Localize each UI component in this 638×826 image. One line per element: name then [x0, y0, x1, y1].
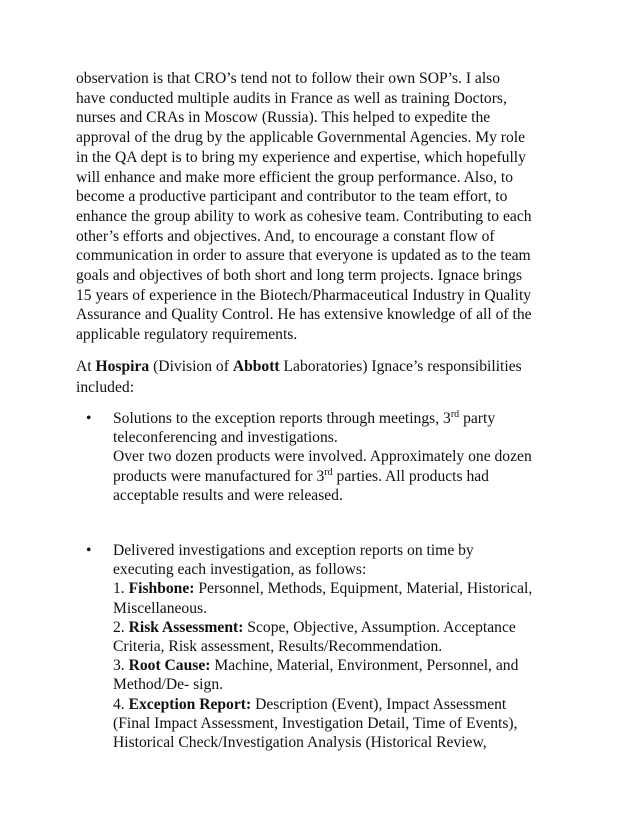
paragraph-line: other’s efforts and objectives. And, to encourage a constant flow of [76, 227, 495, 245]
paragraph-line: approval of the drug by the applicable Governmental Agencies. My role [76, 129, 526, 147]
paragraph-line: nurses and CRAs in Moscow (Russia). This helped to expedite the [76, 109, 491, 127]
intro-line-1: At Hospira (Division of Abbott Laboratories) Ignace’s responsibilities [76, 358, 522, 375]
paragraph-line: communication in order to assure that everyone is updated as to the team [76, 247, 531, 265]
step-fishbone: 1. Fishbone: Personnel, Methods, Equipment, Material, Historical, [113, 580, 533, 598]
body-paragraph [76, 69, 576, 345]
paragraph-line: Assurance and Quality Control. He has extensive knowledge of all of the [76, 306, 532, 324]
bullet-line: Historical Check/Investigation Analysis (Historical Review, [113, 734, 487, 752]
paragraph-line: have conducted multiple audits in France as well as training Doctors, [76, 89, 507, 107]
paragraph-line: in the QA dept is to bring my experience and expertise, which hopefully [76, 148, 526, 166]
paragraph-line: applicable regulatory requirements. [76, 326, 298, 344]
paragraph-line: observation is that CRO’s tend not to follow their own SOP’s. I also [76, 70, 501, 87]
bullet-line: teleconferencing and investigations. [113, 429, 338, 447]
step-exception-report: 4. Exception Report: Description (Event), Impact Assessment [113, 695, 507, 713]
step-root-cause: 3. Root Cause: Machine, Material, Environment, Personnel, and [113, 657, 519, 675]
paragraph-line: goals and objectives of both short and long term projects. Ignace brings [76, 267, 523, 285]
company-name: Hospira [95, 358, 150, 375]
parent-company-name: Abbott [232, 358, 280, 375]
responsibilities-intro [76, 356, 522, 398]
paragraph-line: will enhance and make more efficient the group performance. Also, to [76, 168, 514, 186]
bullet-line: Delivered investigations and exception reports on time by [113, 542, 474, 559]
bullet-line: Miscellaneous. [113, 599, 207, 617]
step-risk-assessment: 2. Risk Assessment: Scope, Objective, Assumption. Acceptance [113, 618, 516, 636]
paragraph-line: 15 years of experience in the Biotech/Pharmaceutical Industry in Quality [76, 286, 532, 304]
bullet-line: Solutions to the exception reports through meetings, 3rd party [113, 409, 496, 427]
bullet-line: Criteria, Risk assessment, Results/Recommendation. [113, 638, 443, 656]
bullet-line: (Final Impact Assessment, Investigation Detail, Time of Events), [113, 714, 518, 732]
bullet-marker: • [86, 542, 92, 559]
bullet-line: acceptable results and were released. [113, 486, 343, 504]
bullet-item-investigations [113, 541, 583, 752]
paragraph-line: become a productive participant and contributor to the team effort, to [76, 188, 508, 206]
intro-line-2: included: [76, 379, 135, 396]
bullet-item-exception-reports [113, 409, 583, 505]
bullet-line: Over two dozen products were involved. Approximately one dozen [113, 448, 532, 466]
bullet-marker: • [86, 410, 92, 427]
bullet-line: products were manufactured for 3rd parties. All products had [113, 466, 489, 485]
bullet-line: executing each investigation, as follows: [113, 561, 367, 579]
bullet-line: Method/De- sign. [113, 676, 224, 694]
paragraph-line: enhance the group ability to work as cohesive team. Contributing to each [76, 207, 532, 225]
